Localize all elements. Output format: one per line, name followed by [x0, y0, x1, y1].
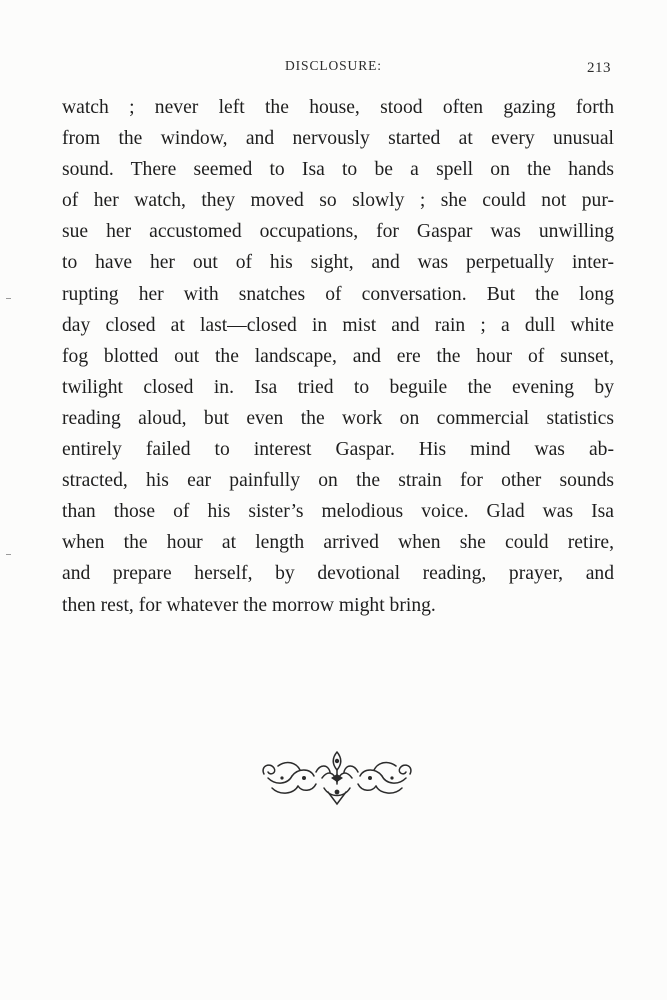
body-text [62, 92, 614, 621]
text-line: day closed at last—closed in mist and rain ; a dull white [62, 314, 614, 336]
margin-mark [6, 554, 11, 555]
text-line: twilight closed in. Isa tried to beguile the evening by [62, 376, 614, 398]
text-line: sue her accustomed occupations, for Gaspar was unwilling [62, 221, 614, 243]
text-line: entirely failed to interest Gaspar. His mind was ab- [62, 439, 614, 461]
text-line: when the hour at length arrived when she could retire, [62, 532, 614, 554]
text-line: than those of his sister’s melodious voice. Glad was Isa [62, 501, 614, 523]
text-line: reading aloud, but even the work on commercial statistics [62, 407, 614, 429]
text-line: then rest, for whatever the morrow might bring. [62, 594, 436, 616]
floral-tailpiece-icon [258, 748, 416, 806]
text-line: of her watch, they moved so slowly ; she could not pur- [62, 190, 614, 212]
running-head: DISCLOSURE: [285, 58, 382, 73]
text-line: sound. There seemed to Isa to be a spell on the hands [62, 159, 614, 181]
text-line: fog blotted out the landscape, and ere the hour of sunset, [62, 345, 614, 367]
text-line: and prepare herself, by devotional reading, prayer, and [62, 563, 614, 585]
text-line: stracted, his ear painfully on the strain for other sounds [62, 470, 614, 492]
text-line: watch ; never left the house, stood often gazing forth [62, 97, 614, 118]
page-number: 213 [587, 60, 611, 76]
text-line: from the window, and nervously started at every unusual [62, 128, 614, 150]
margin-mark [6, 298, 11, 299]
text-line: to have her out of his sight, and was perpetually inter- [62, 252, 614, 274]
text-line: rupting her with snatches of conversation. But the long [62, 283, 614, 305]
